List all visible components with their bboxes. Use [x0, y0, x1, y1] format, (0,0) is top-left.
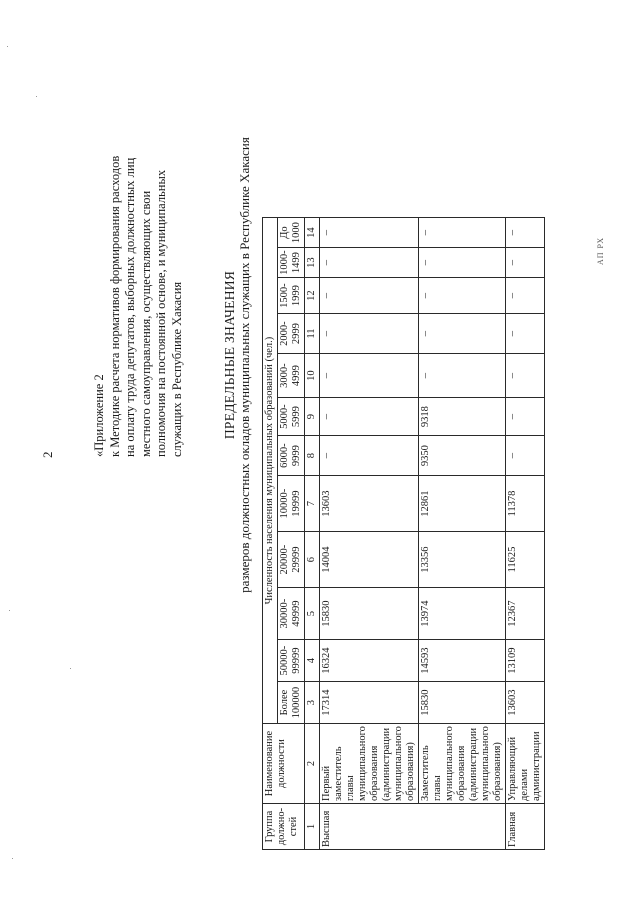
scan-speck: [12, 858, 13, 859]
range-cell: 50000-99999: [278, 640, 305, 682]
column-number: 12: [305, 278, 320, 314]
column-number: 4: [305, 640, 320, 682]
range-cell: 1000-1499: [278, 248, 305, 278]
value-cell: 13974: [419, 588, 506, 640]
value-cell: 14593: [419, 640, 506, 682]
table-row: [506, 218, 545, 850]
position-cell: Управляющий делами администрации: [506, 724, 545, 804]
column-number: 11: [305, 314, 320, 354]
range-cell: 30000-49999: [278, 588, 305, 640]
column-number: 10: [305, 354, 320, 398]
value-cell: –: [419, 314, 506, 354]
value-cell: –: [419, 278, 506, 314]
column-number-row: [305, 218, 320, 850]
value-cell: 12367: [506, 588, 545, 640]
column-number: 3: [305, 682, 320, 724]
corner-stamp: АП РХ: [596, 236, 605, 265]
scan-speck: [9, 610, 10, 611]
appendix-line: «Приложение 2: [92, 374, 106, 457]
range-cell: 20000-29999: [278, 532, 305, 588]
column-number: 1: [305, 804, 320, 850]
column-number: 2: [305, 724, 320, 804]
group-cell: Высшая: [320, 804, 506, 850]
value-cell: 13603: [320, 476, 419, 532]
column-number: 13: [305, 248, 320, 278]
document-title: ПРЕДЕЛЬНЫЕ ЗНАЧЕНИЯ: [222, 270, 237, 440]
value-cell: –: [320, 314, 419, 354]
value-cell: –: [506, 314, 545, 354]
column-number: 6: [305, 532, 320, 588]
value-cell: –: [506, 436, 545, 476]
column-number: 7: [305, 476, 320, 532]
appendix-line: к Методике расчета нормативов формирования расходов: [107, 155, 122, 457]
appendix-block: [92, 37, 185, 457]
value-cell: –: [320, 278, 419, 314]
header-population: Численность населения муниципальных образований (чел.): [263, 218, 278, 724]
header-row: [263, 218, 278, 850]
value-cell: –: [320, 398, 419, 436]
value-cell: –: [506, 218, 545, 248]
value-cell: –: [506, 398, 545, 436]
column-number: 5: [305, 588, 320, 640]
salary-limits-table: [262, 217, 545, 850]
value-cell: 12861: [419, 476, 506, 532]
value-cell: 13603: [506, 682, 545, 724]
scan-speck: [7, 46, 8, 47]
value-cell: –: [506, 248, 545, 278]
value-cell: 13109: [506, 640, 545, 682]
value-cell: 14004: [320, 532, 419, 588]
group-cell: Главная: [506, 804, 545, 850]
range-cell: Более 100000: [278, 682, 305, 724]
value-cell: –: [506, 278, 545, 314]
scan-speck: [36, 96, 37, 97]
value-cell: –: [320, 354, 419, 398]
document-subtitle: размеров должностных окладов муниципальных служащих в Республике Хакасия: [237, 137, 252, 593]
value-cell: 11378: [506, 476, 545, 532]
range-cell: 10000-19999: [278, 476, 305, 532]
value-cell: 13356: [419, 532, 506, 588]
range-cell: 2000-2999: [278, 314, 305, 354]
page-number: 2: [40, 451, 55, 458]
header-group: Группа должно-стей: [263, 804, 305, 850]
appendix-line: местного самоуправления, осуществляющих свои: [138, 190, 153, 457]
range-cell: 3000-4999: [278, 354, 305, 398]
value-cell: –: [419, 218, 506, 248]
appendix-line: на оплату труда депутатов, выборных должностных лиц: [123, 157, 137, 457]
column-number: 9: [305, 398, 320, 436]
value-cell: 17314: [320, 682, 419, 724]
range-cell: До 1000: [278, 218, 305, 248]
value-cell: –: [320, 248, 419, 278]
appendix-line: служащих в Республике Хакасия: [169, 281, 184, 457]
value-cell: 11625: [506, 532, 545, 588]
value-cell: 15830: [419, 682, 506, 724]
value-cell: 15830: [320, 588, 419, 640]
header-position: Наименование должности: [263, 724, 305, 804]
column-number: 14: [305, 218, 320, 248]
range-cell: 1500-1999: [278, 278, 305, 314]
column-number: 8: [305, 436, 320, 476]
table-row: [320, 218, 419, 850]
value-cell: 9318: [419, 398, 506, 436]
value-cell: 9350: [419, 436, 506, 476]
range-cell: 5000-5999: [278, 398, 305, 436]
position-cell: Заместитель главы муниципального образования (администрации муниципального образования): [419, 724, 506, 804]
value-cell: 16324: [320, 640, 419, 682]
table-row: [419, 218, 506, 850]
value-cell: –: [419, 354, 506, 398]
value-cell: –: [419, 248, 506, 278]
value-cell: –: [506, 354, 545, 398]
value-cell: –: [320, 436, 419, 476]
appendix-line: полномочия на постоянной основе, и муниципальных: [154, 169, 168, 457]
scan-speck: [70, 668, 71, 669]
range-cell: 6000-9999: [278, 436, 305, 476]
value-cell: –: [320, 218, 419, 248]
position-cell: Первый заместитель главы муниципального образования (администрации муниципального образования): [320, 724, 419, 804]
